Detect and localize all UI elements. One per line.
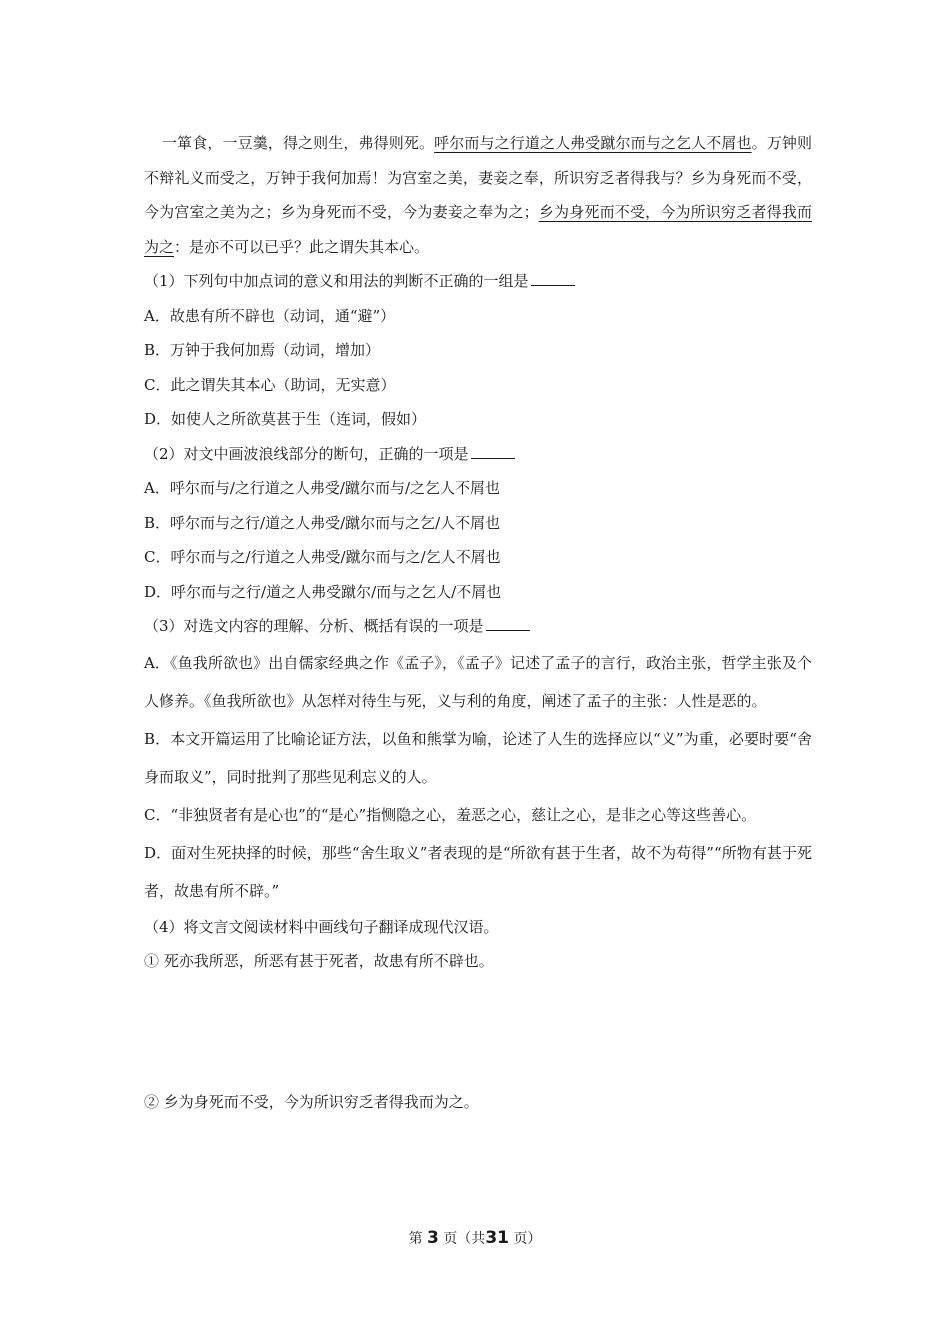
- page-content: [144, 126, 812, 1119]
- answer-blank: [486, 629, 530, 631]
- current-page-number: 3: [427, 1228, 439, 1248]
- question-3-option-d: D．面对生死抉择的时候，那些“舍生取义”者表现的是“所欲有甚于生者，故不为苟得”“所物有甚于死者，故患有所不辟。”: [144, 843, 812, 900]
- footer-mid: 页（共: [443, 1231, 486, 1247]
- question-2-stem: （2）对文中画波浪线部分的断句，正确的一项是: [144, 437, 812, 472]
- question-2-option-c: C．呼尔而与之/行道之人弗受/蹴尔而与之/乞人不屑也: [144, 548, 501, 566]
- question-3-option-a: A．《鱼我所欲也》出自儒家经典之作《孟子》，《孟子》记述了孟子的言行，政治主张，哲学主张及个人修养。《鱼我所欲也》从怎样对待生与死，义与利的角度，阐述了孟子的主张：人性是恶的。: [144, 653, 812, 710]
- question-3-option-c: C．“非独贤者有是心也”的“是心”指恻隐之心，羞恶之心，慈让之心，是非之心等这些善心。: [144, 805, 757, 824]
- passage-paragraph: [144, 126, 812, 264]
- total-page-count: 31: [485, 1228, 509, 1248]
- underlined-sentence-2: 乡为身死而不受，今为所识穷乏者得我而为之: [144, 203, 812, 256]
- answer-space: [144, 1053, 812, 1085]
- footer-prefix: 第: [408, 1231, 423, 1247]
- question-4-item-1: ① 死亦我所恶，所恶有甚于死者，故患有所不辟也。: [144, 952, 494, 970]
- answer-blank: [531, 284, 575, 286]
- footer-suffix: 页）: [513, 1231, 542, 1247]
- question-4-item-2: ② 乡为身死而不受，今为所识穷乏者得我而为之。: [144, 1092, 479, 1111]
- answer-blank: [471, 457, 515, 459]
- question-3-stem: （3）对选文内容的理解、分析、概括有误的一项是: [144, 609, 812, 644]
- question-3-option-b: B．本文开篇运用了比喻论证方法，以鱼和熊掌为喻，论述了人生的选择应以“义”为重，必要时要“舍身而取义”，同时批判了那些见利忘义的人。: [144, 729, 812, 786]
- answer-space: [144, 979, 812, 1053]
- question-1-option-d: D．如使人之所欲莫甚于生（连词，假如）: [144, 410, 427, 428]
- question-1-option-b: B．万钟于我何加焉（动词，增加）: [144, 341, 381, 359]
- question-1-option-c: C．此之谓失其本心（助词，无实意）: [144, 375, 396, 394]
- question-2-option-d: D．呼尔而与之行/道之人弗受蹴尔/而与之乞人/不屑也: [144, 582, 502, 601]
- passage-sentence-1: 一箪食，一豆羹，得之则生，弗得则死。: [162, 134, 435, 152]
- underlined-sentence-1: 呼尔而与之行道之人弗受蹴尔而与之乞人不屑也: [434, 134, 752, 152]
- question-1-stem: （1）下列句中加点词的意义和用法的判断不正确的一组是: [144, 264, 812, 299]
- question-2-option-a: A．呼尔而与/之行道之人弗受/蹴尔而与/之乞人不屑也: [144, 479, 500, 497]
- passage-sentence-5: ：是亦不可以已乎？此之谓失其本心。: [174, 237, 430, 256]
- question-2-option-b: B．呼尔而与之行/道之人弗受/蹴尔而与之乞/人不屑也: [144, 513, 501, 532]
- question-4-stem: （4）将文言文阅读材料中画线句子翻译成现代汉语。: [144, 917, 499, 936]
- page-footer: [0, 1227, 950, 1250]
- passage-sentence-3: 。万钟则不辩礼义而受之，万钟于我何加焉！为宫室之美，妻妾之奉，所识穷乏者得我与？乡为身死而不受，今为宫室之美为之；乡为身死而不受，今为妻妾之奉为之；: [144, 134, 812, 221]
- question-1-option-a: A．故患有所不辟也（动词，通“避”）: [144, 306, 396, 325]
